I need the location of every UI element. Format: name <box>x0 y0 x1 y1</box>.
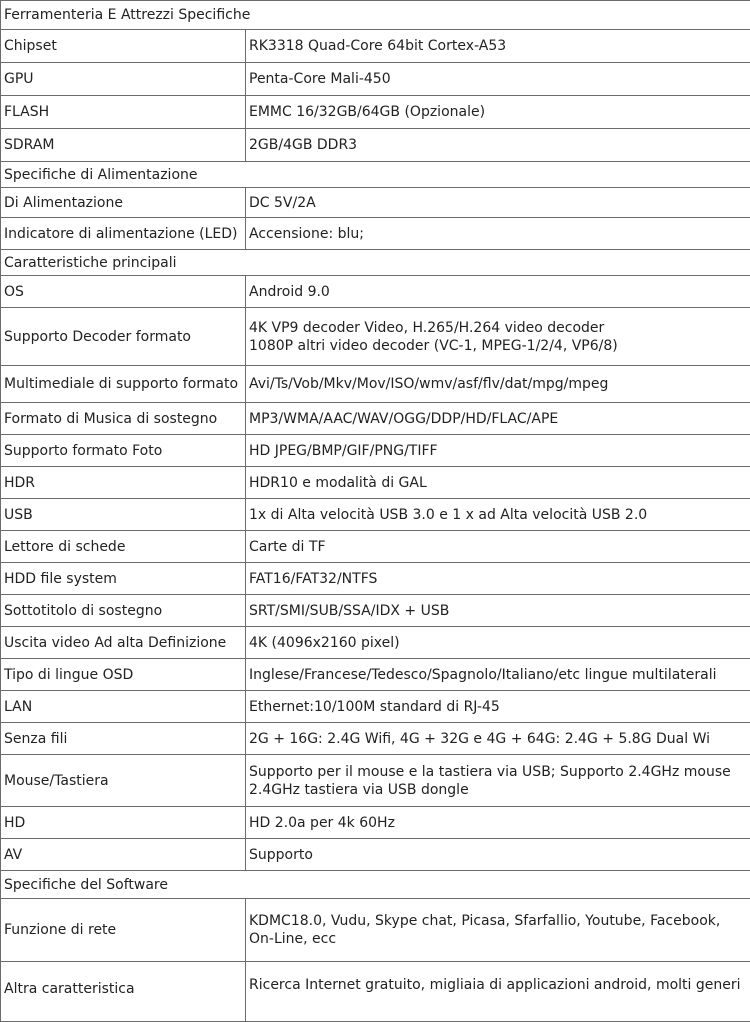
value-sottotitolo: SRT/SMI/SUB/SSA/IDX + USB <box>246 595 750 627</box>
value-musica: MP3/WMA/AAC/WAV/OGG/DDP/HD/FLAC/APE <box>246 403 750 435</box>
table-row-hdr <box>1 467 750 499</box>
label-lingue: Tipo di lingue OSD <box>1 659 246 691</box>
section-row-software <box>1 871 750 899</box>
table-row-rete <box>1 899 750 962</box>
label-altra: Altra caratteristica <box>1 962 246 1022</box>
label-flash: FLASH <box>1 96 246 129</box>
value-flash: EMMC 16/32GB/64GB (Opzionale) <box>246 96 750 129</box>
label-av: AV <box>1 839 246 871</box>
table-row-lettore <box>1 531 750 563</box>
label-mouse: Mouse/Tastiera <box>1 755 246 807</box>
table-row-alimentazione <box>1 188 750 218</box>
label-usb: USB <box>1 499 246 531</box>
value-lan: Ethernet:10/100M standard di RJ-45 <box>246 691 750 723</box>
label-led: Indicatore di alimentazione (LED) <box>1 218 246 250</box>
value-mouse-line2: 2.4GHz tastiera via USB dongle <box>249 781 750 799</box>
label-gpu: GPU <box>1 63 246 96</box>
value-chipset: RK3318 Quad-Core 64bit Cortex-A53 <box>246 30 750 63</box>
label-lettore: Lettore di schede <box>1 531 246 563</box>
value-foto: HD JPEG/BMP/GIF/PNG/TIFF <box>246 435 750 467</box>
table-row-chipset <box>1 30 750 63</box>
table-row-lingue <box>1 659 750 691</box>
table-row-altra <box>1 962 750 1022</box>
value-hdd: FAT16/FAT32/NTFS <box>246 563 750 595</box>
value-mouse-line1: Supporto per il mouse e la tastiera via USB; Supporto 2.4GHz mouse <box>249 763 750 781</box>
value-video-out: 4K (4096x2160 pixel) <box>246 627 750 659</box>
table-row-sottotitolo <box>1 595 750 627</box>
value-decoder-line1: 4K VP9 decoder Video, H.265/H.264 video decoder <box>249 319 750 337</box>
section-title-power: Specifiche di Alimentazione <box>1 162 750 188</box>
value-lingue: Inglese/Francese/Tedesco/Spagnolo/Italiano/etc lingue multilaterali <box>246 659 750 691</box>
section-row-features <box>1 250 750 276</box>
value-hd: HD 2.0a per 4k 60Hz <box>246 807 750 839</box>
section-title-software: Specifiche del Software <box>1 871 750 899</box>
value-wifi: 2G + 16G: 2.4G Wifi, 4G + 32G e 4G + 64G: 2.4G + 5.8G Dual Wi <box>246 723 750 755</box>
value-usb: 1x di Alta velocità USB 3.0 e 1 x ad Alta velocità USB 2.0 <box>246 499 750 531</box>
label-hd: HD <box>1 807 246 839</box>
table-row-musica <box>1 403 750 435</box>
section-row-hardware <box>1 1 750 30</box>
label-musica: Formato di Musica di sostegno <box>1 403 246 435</box>
table-row-hd <box>1 807 750 839</box>
label-wifi: Senza fili <box>1 723 246 755</box>
value-os: Android 9.0 <box>246 276 750 308</box>
label-rete: Funzione di rete <box>1 899 246 962</box>
section-row-power <box>1 162 750 188</box>
table-row-foto <box>1 435 750 467</box>
label-hdd: HDD file system <box>1 563 246 595</box>
label-sottotitolo: Sottotitolo di sostegno <box>1 595 246 627</box>
table-row-flash <box>1 96 750 129</box>
table-row-sdram <box>1 129 750 162</box>
value-altra: Ricerca Internet gratuito, migliaia di applicazioni android, molti generi <box>246 962 750 1022</box>
label-alimentazione: Di Alimentazione <box>1 188 246 218</box>
value-gpu: Penta-Core Mali-450 <box>246 63 750 96</box>
table-row-wifi <box>1 723 750 755</box>
label-decoder: Supporto Decoder formato <box>1 308 246 366</box>
value-av: Supporto <box>246 839 750 871</box>
value-rete <box>246 899 750 962</box>
label-os: OS <box>1 276 246 308</box>
value-decoder-line2: 1080P altri video decoder (VC-1, MPEG-1/2/4, VP6/8) <box>249 337 750 355</box>
table-row-gpu <box>1 63 750 96</box>
table-row-mouse <box>1 755 750 807</box>
section-title-hardware: Ferramenteria E Attrezzi Specifiche <box>1 1 750 30</box>
value-decoder <box>246 308 750 366</box>
value-mouse <box>246 755 750 807</box>
label-video-out: Uscita video Ad alta Definizione <box>1 627 246 659</box>
value-rete-line1: KDMC18.0, Vudu, Skype chat, Picasa, Sfarfallio, Youtube, Facebook, <box>249 912 750 930</box>
value-multimedia: Avi/Ts/Vob/Mkv/Mov/ISO/wmv/asf/flv/dat/mpg/mpeg <box>246 366 750 403</box>
table-row-av <box>1 839 750 871</box>
label-multimedia: Multimediale di supporto formato <box>1 366 246 403</box>
table-row-hdd <box>1 563 750 595</box>
table-row-led <box>1 218 750 250</box>
value-sdram: 2GB/4GB DDR3 <box>246 129 750 162</box>
value-lettore: Carte di TF <box>246 531 750 563</box>
table-row-decoder <box>1 308 750 366</box>
label-chipset: Chipset <box>1 30 246 63</box>
label-hdr: HDR <box>1 467 246 499</box>
value-rete-line2: On-Line, ecc <box>249 930 750 948</box>
table-row-usb <box>1 499 750 531</box>
table-row-multimedia <box>1 366 750 403</box>
value-alimentazione: DC 5V/2A <box>246 188 750 218</box>
value-hdr: HDR10 e modalità di GAL <box>246 467 750 499</box>
section-title-features: Caratteristiche principali <box>1 250 750 276</box>
table-row-lan <box>1 691 750 723</box>
label-foto: Supporto formato Foto <box>1 435 246 467</box>
table-row-video-out <box>1 627 750 659</box>
value-led: Accensione: blu; <box>246 218 750 250</box>
table-row-os <box>1 276 750 308</box>
label-lan: LAN <box>1 691 246 723</box>
label-sdram: SDRAM <box>1 129 246 162</box>
